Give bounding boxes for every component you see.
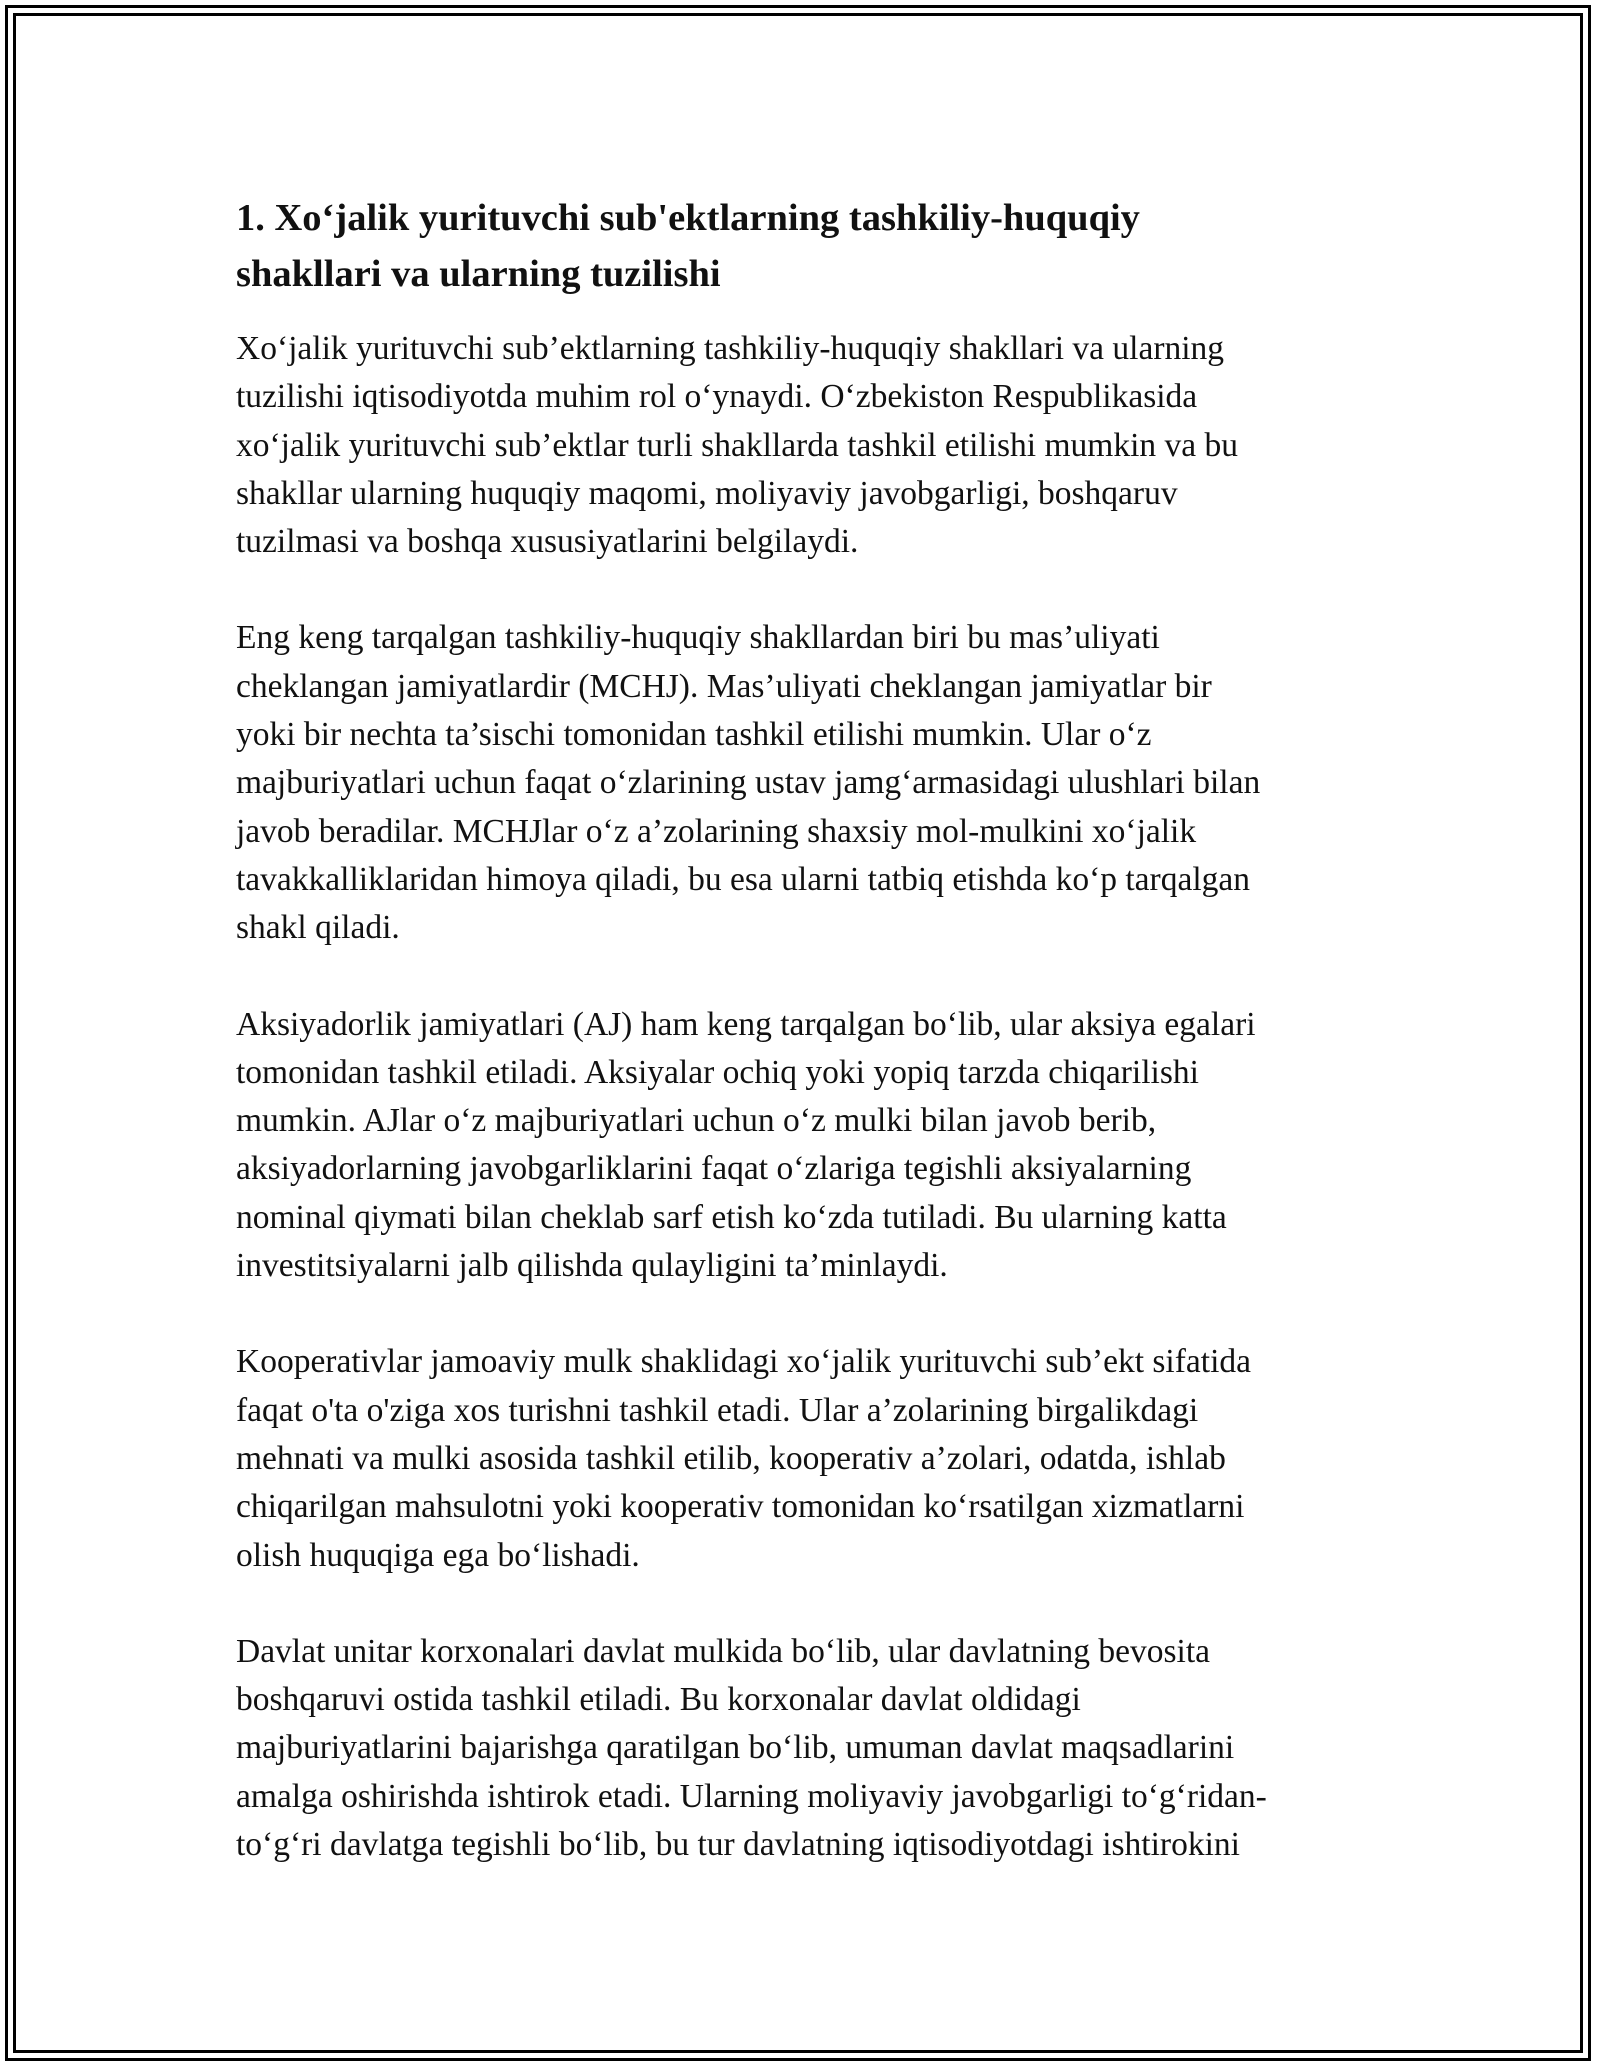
paragraph-intro: Xo‘jalik yurituvchi sub’ektlarning tashkiliy-huquqiy shakllari va ularning tuzilishi iqtisodiyotda muhim rol o‘ynaydi. O‘zbekiston Respublikasida xo‘jalik yurituvchi sub’ektlar turli shakllarda tashkil etilishi mumkin va bu shakllar ularning huquqiy maqomi, moliyaviy javobgarligi, boshqaruv tuzilmasi va boshqa xususiyatlarini belgilaydi. [236, 330, 1239, 561]
paragraph-state-enterprises: Davlat unitar korxonalari davlat mulkida bo‘lib, ular davlatning bevosita boshqaruvi ostida tashkil etiladi. Bu korxonalar davlat oldidagi majburiyatlarini bajarishga qaratilgan bo‘lib, umuman davlat maqsadlarini amalga oshirishda ishtirok etadi. Ularning moliyaviy javobgarligi to‘g‘ridan- to‘g‘ri davlatga tegishli bo‘lib, bu tur davlatning iqtisodiyotdagi ishtirokini [236, 1632, 1267, 1864]
section-heading: 1. Xo‘jalik yurituvchi sub'ektlarning tashkiliy-huquqiy shakllari va ularning tuzilishi [236, 197, 1140, 295]
paragraph-aj: Aksiyadorlik jamiyatlari (AJ) ham keng tarqalgan bo‘lib, ular aksiya egalari tomonidan tashkil etiladi. Aksiyalar ochiq yoki yopiq tarzda chiqarilishi mumkin. AJlar o‘z majburiyatlari uchun o‘z mulki bilan javob berib, aksiyadorlarning javobgarliklarini faqat o‘zlariga tegishli aksiyalarning nominal qiymati bilan cheklab sarf etish ko‘zda tutiladi. Bu ularning katta investitsiyalarni jalb qilishda qulayligini ta’minlaydi. [236, 1005, 1256, 1285]
paragraph-mchj: Eng keng tarqalgan tashkiliy-huquqiy shakllardan biri bu mas’uliyati cheklangan jamiyatlardir (MCHJ). Mas’uliyati cheklangan jamiyatlar bir yoki bir nechta ta’sischi tomonidan tashkil etilishi mumkin. Ular o‘z majburiyatlari uchun faqat o‘zlarining ustav jamg‘armasidagi ulushlari bilan javob beradilar. MCHJlar o‘z a’zolarining shaxsiy mol-mulkini xo‘jalik tavakkalliklaridan himoya qiladi, bu esa ularni tatbiq etishda ko‘p tarqalgan shakl qiladi. [236, 619, 1261, 947]
document-body [236, 190, 1370, 1869]
paragraph-cooperatives: Kooperativlar jamoaviy mulk shaklidagi xo‘jalik yurituvchi sub’ekt sifatida faqat o'ta o'ziga xos turishni tashkil etadi. Ular a’zolarining birgalikdagi mehnati va mulki asosida tashkil etilib, kooperativ a’zolari, odatda, ishlab chiqarilgan mahsulotni yoki kooperativ tomonidan ko‘rsatilgan xizmatlarni olish huquqiga ega bo‘lishadi. [236, 1343, 1251, 1574]
